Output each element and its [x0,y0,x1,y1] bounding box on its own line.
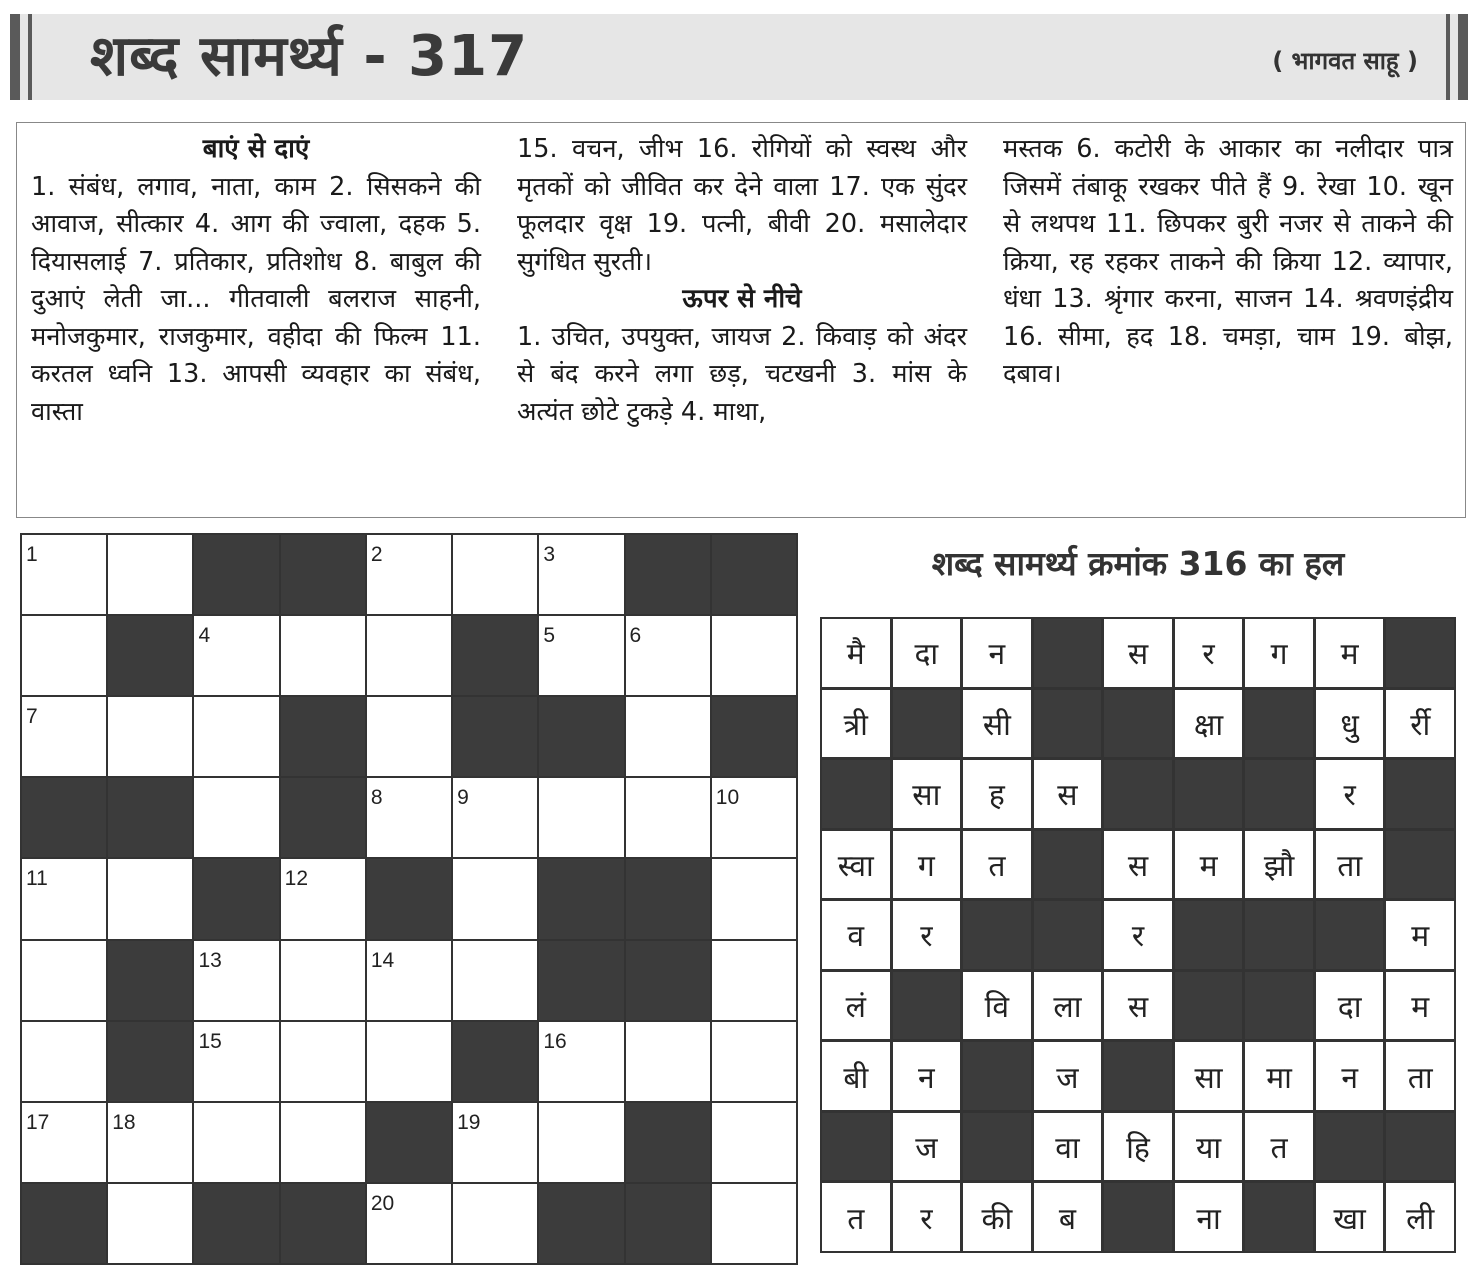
down-heading: ऊपर से नीचे [682,284,802,314]
solution-cell: वा [1034,1113,1102,1181]
grid-cell[interactable] [281,941,365,1020]
solution-black-cell [1386,1113,1454,1181]
grid-cell[interactable] [453,535,537,614]
solution-black-cell [822,760,890,828]
solution-cell: की [963,1183,1031,1251]
solution-black-cell [1034,690,1102,758]
black-cell [281,778,365,857]
grid-cell[interactable] [22,697,106,776]
grid-cell[interactable] [712,1103,796,1182]
solution-cell: म [1316,619,1384,687]
grid-cell[interactable] [539,535,623,614]
solution-black-cell [1245,690,1313,758]
black-cell [626,535,710,614]
black-cell [108,778,192,857]
grid-cell[interactable] [22,535,106,614]
solution-black-cell [1316,901,1384,969]
solution-black-cell [1245,760,1313,828]
solution-black-cell [963,1042,1031,1110]
solution-cell: दा [893,619,961,687]
solution-cell: न [893,1042,961,1110]
solution-cell: ग [1245,619,1313,687]
grid-cell[interactable] [22,859,106,938]
black-cell [194,1184,278,1263]
solution-cell: मै [822,619,890,687]
solution-black-cell [963,1113,1031,1181]
grid-cell[interactable] [712,941,796,1020]
black-cell [453,1022,537,1101]
solution-black-cell [1104,690,1172,758]
solution-cell: ता [1316,831,1384,899]
clue-number: 1 [26,543,38,566]
grid-cell[interactable] [281,616,365,695]
clue-number: 19 [457,1110,481,1134]
solution-cell: दा [1316,972,1384,1040]
clue-number: 16 [543,1029,567,1053]
banner-bar-left-thin [28,14,32,100]
down-clues: 1. उचित, उपयुक्त, जायज 2. किवाड़ को अंदर से बंद करने लगा छड़, चटखनी 3. मांस के अत्यंत छोटे टुकड़े 4. माथा, [517,321,967,427]
solution-cell: क्षा [1175,690,1243,758]
solution-cell: र [1175,619,1243,687]
solution-cell: ज [893,1113,961,1181]
header-banner [10,14,1468,100]
banner-bar-left [10,14,20,100]
solution-cell: सा [1175,1042,1243,1110]
solution-black-cell [1386,619,1454,687]
solution-title: शब्द सामर्थ्य क्रमांक 316 का हल [931,544,1345,583]
solution-cell: र [1316,760,1384,828]
black-cell [626,1103,710,1182]
solution-black-cell [1316,1113,1384,1181]
black-cell [453,616,537,695]
solution-cell: झौ [1245,831,1313,899]
grid-cell[interactable] [22,616,106,695]
grid-cell[interactable] [281,859,365,938]
black-cell [194,859,278,938]
solution-cell: ज [1034,1042,1102,1110]
solution-black-cell [893,690,961,758]
solution-cell: त [963,831,1031,899]
solution-cell: मा [1245,1042,1313,1110]
solution-cell: ब [1034,1183,1102,1251]
black-cell [22,778,106,857]
grid-cell[interactable] [194,1103,278,1182]
solution-cell: लं [822,972,890,1040]
black-cell [281,535,365,614]
solution-black-cell [1175,972,1243,1040]
solution-cell: हि [1104,1113,1172,1181]
solution-grid [820,617,1456,1253]
grid-cell[interactable] [194,941,278,1020]
solution-black-cell [1245,972,1313,1040]
across-clues: 1. संबंध, लगाव, नाता, काम 2. सिसकने की आवाज, सीत्कार 4. आग की ज्वाला, दहक 5. दियासलाई 7. प्रतिकार, प्रतिशोध 8. बाबुल की दुआएं लेती जा... गीतवाली बलराज साहनी, मनोजकुमार, राजकुमार, वहीदा की फिल्म 11. करतल ध्वनि 13. आपसी व्यवहार का संबंध, वास्ता [31,171,481,427]
solution-cell: सा [893,760,961,828]
solution-cell: र्री [1386,690,1454,758]
grid-cell[interactable] [626,697,710,776]
solution-black-cell [1034,619,1102,687]
grid-cell[interactable] [194,697,278,776]
clue-number: 6 [629,624,642,648]
across-clues-continued: 15. वचन, जीभ 16. रोगियों को स्वस्थ और मृतकों को जीवित कर देने वाला 17. एक सुंदर फूलदार वृक्ष 19. पत्नी, बीवी 20. मसालेदार सुगंधित सुरती। [517,134,967,277]
solution-cell: या [1175,1113,1243,1181]
solution-cell: व [822,901,890,969]
clue-number: 14 [370,948,395,972]
solution-black-cell [1034,901,1102,969]
solution-cell: त्री [822,690,890,758]
grid-cell[interactable] [108,859,192,938]
solution-cell: स [1104,619,1172,687]
solution-cell: म [1175,831,1243,899]
solution-cell: धु [1316,690,1384,758]
black-cell [539,941,623,1020]
grid-cell[interactable] [194,616,278,695]
black-cell [626,1184,710,1263]
grid-cell[interactable] [22,1103,106,1182]
grid-cell[interactable] [108,697,192,776]
solution-black-cell [963,901,1031,969]
grid-cell[interactable] [367,1184,451,1263]
black-cell [22,1184,106,1263]
crossword-grid [20,533,798,1265]
solution-cell: त [1245,1113,1313,1181]
black-cell [194,535,278,614]
clue-number: 9 [457,786,469,810]
clue-number: 17 [26,1110,50,1134]
grid-cell[interactable] [108,1184,192,1263]
solution-black-cell [1175,760,1243,828]
solution-black-cell [1245,901,1313,969]
solution-black-cell [1104,760,1172,828]
solution-cell: सी [963,690,1031,758]
black-cell [367,1103,451,1182]
clue-number: 10 [715,786,740,810]
solution-cell: र [893,1183,961,1251]
clue-number: 20 [370,1191,395,1215]
black-cell [367,859,451,938]
solution-black-cell [1175,901,1243,969]
solution-cell: र [1104,901,1172,969]
solution-black-cell [1104,1042,1172,1110]
clue-number: 11 [26,867,48,891]
grid-cell[interactable] [453,859,537,938]
grid-cell[interactable] [539,778,623,857]
solution-cell: ना [1175,1183,1243,1251]
clue-number: 2 [370,543,383,566]
clue-number: 3 [543,543,556,566]
solution-cell: स [1104,831,1172,899]
grid-cell[interactable] [453,778,537,857]
solution-cell: न [963,619,1031,687]
black-cell [281,697,365,776]
puzzle-author: ( भागवत साहू ) [1272,47,1418,75]
solution-cell: म [1386,901,1454,969]
grid-cell[interactable] [712,1184,796,1263]
grid-cell[interactable] [367,616,451,695]
solution-cell: ग [893,831,961,899]
grid-cell[interactable] [281,1103,365,1182]
clue-number: 13 [198,948,222,972]
grid-cell[interactable] [626,1022,710,1101]
black-cell [108,616,192,695]
solution-black-cell [1386,760,1454,828]
grid-cell[interactable] [539,1022,623,1101]
black-cell [281,1184,365,1263]
clue-number: 5 [543,624,556,648]
clue-number: 15 [198,1029,222,1053]
clues-column-1 [31,131,481,431]
black-cell [539,697,623,776]
grid-cell[interactable] [626,616,710,695]
banner-bar-right-thin [1446,14,1450,100]
black-cell [539,1184,623,1263]
grid-cell[interactable] [108,535,192,614]
clues-box [16,122,1466,518]
solution-cell: वि [963,972,1031,1040]
black-cell [626,859,710,938]
grid-cell[interactable] [453,1184,537,1263]
solution-cell: न [1316,1042,1384,1110]
black-cell [108,941,192,1020]
solution-cell: ता [1386,1042,1454,1110]
grid-cell[interactable] [712,616,796,695]
grid-cell[interactable] [367,778,451,857]
grid-cell[interactable] [712,1022,796,1101]
solution-cell: ला [1034,972,1102,1040]
grid-cell[interactable] [22,1022,106,1101]
banner-bar-right [1458,14,1468,100]
black-cell [626,941,710,1020]
grid-cell[interactable] [712,859,796,938]
down-clues-continued: मस्तक 6. कटोरी के आकार का नलीदार पात्र जिसमें तंबाकू रखकर पीते हैं 9. रेखा 10. खून से लथपथ 11. छिपकर बुरी नजर से ताकने की क्रिया, रह रहकर ताकने की क्रिया 12. व्यापार, धंधा 13. श्रृंगार करना, साजन 14. श्रवणइंद्रीय 16. सीमा, हद 18. चमड़ा, चाम 19. बोझ, दबाव। [1003,134,1453,389]
grid-cell[interactable] [626,778,710,857]
black-cell [712,697,796,776]
grid-cell[interactable] [281,1022,365,1101]
solution-cell: खा [1316,1183,1384,1251]
solution-black-cell [1104,1183,1172,1251]
across-heading: बाएं से दाएं [202,134,310,164]
grid-cell[interactable] [453,941,537,1020]
black-cell [108,1022,192,1101]
solution-cell: म [1386,972,1454,1040]
clue-number: 4 [198,624,211,648]
solution-black-cell [893,972,961,1040]
grid-cell[interactable] [22,941,106,1020]
black-cell [453,697,537,776]
grid-cell[interactable] [367,1022,451,1101]
clues-column-2 [517,131,967,431]
solution-black-cell [1386,831,1454,899]
solution-cell: स [1104,972,1172,1040]
solution-cell: स्वा [822,831,890,899]
solution-cell: ह [963,760,1031,828]
solution-black-cell [1245,1183,1313,1251]
solution-cell: बी [822,1042,890,1110]
grid-cell[interactable] [712,778,796,857]
clue-number: 18 [112,1110,136,1134]
puzzle-title: शब्द सामर्थ्य - 317 [90,24,529,89]
clue-number: 8 [370,786,383,810]
solution-black-cell [822,1113,890,1181]
solution-black-cell [1034,831,1102,899]
solution-cell: स [1034,760,1102,828]
clue-number: 12 [284,867,309,891]
black-cell [539,859,623,938]
grid-cell[interactable] [194,778,278,857]
clues-column-3 [1003,131,1453,394]
grid-cell[interactable] [367,941,451,1020]
grid-cell[interactable] [367,535,451,614]
grid-cell[interactable] [453,1103,537,1182]
solution-cell: ली [1386,1183,1454,1251]
solution-cell: त [822,1183,890,1251]
grid-cell[interactable] [367,697,451,776]
clue-number: 7 [26,705,38,729]
solution-cell: र [893,901,961,969]
grid-cell[interactable] [108,1103,192,1182]
black-cell [712,535,796,614]
grid-cell[interactable] [539,616,623,695]
grid-cell[interactable] [194,1022,278,1101]
grid-cell[interactable] [539,1103,623,1182]
